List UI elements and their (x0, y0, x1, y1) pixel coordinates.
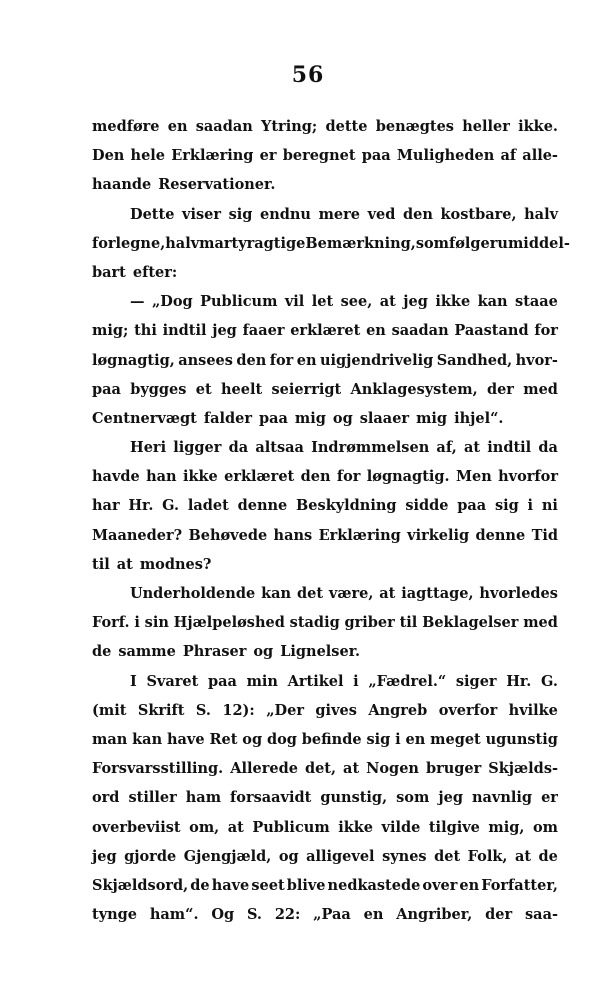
text-line: Maaneder? Behøvede hans Erklæring virkelig denne Tid (92, 526, 558, 544)
text-line: Den hele Erklæring er beregnet paa Muligheden af alle- (92, 147, 558, 165)
text-line: Skjældsord, de have seet blive nedkastede over en Forfatter, (92, 876, 558, 894)
text-line: tynge ham“. Og S. 22: „Paa en Angriber, der saa- (92, 906, 558, 924)
body-text (92, 112, 570, 929)
page-number: 56 (291, 62, 325, 88)
text-line: til at modnes? (92, 555, 212, 573)
text-line: Forf. i sin Hjælpeløshed stadig griber til Beklagelser med (92, 614, 558, 632)
text-line: paa bygges et heelt seierrigt Anklagesystem, der med (92, 380, 558, 398)
text-line: mig; thi indtil jeg faaer erklæret en saadan Paastand for (92, 322, 558, 340)
text-line: man kan have Ret og dog befinde sig i en meget ugunstig (92, 730, 558, 748)
text-line: de samme Phraser og Lignelser. (92, 643, 361, 661)
text-line: (mit Skrift S. 12): „Der gives Angreb overfor hvilke (92, 701, 558, 719)
text-line: medføre en saadan Ytring; dette benægtes heller ikke. (92, 118, 558, 135)
text-line: bart efter: (92, 263, 178, 281)
text-line: Heri ligger da altsaa Indrømmelsen af, at indtil da (130, 439, 558, 457)
text-line: jeg gjorde Gjengjæld, og alligevel synes det Folk, at de (92, 847, 558, 865)
text-line: har Hr. G. ladet denne Beskyldning sidde paa sig i ni (92, 497, 558, 515)
text-line: Forsvarsstilling. Allerede det, at Nogen bruger Skjælds- (92, 760, 558, 778)
text-line: haande Reservationer. (92, 176, 276, 194)
text-line: overbeviist om, at Publicum ikke vilde tilgive mig, om (92, 818, 558, 836)
text-line: ord stiller ham forsaavidt gunstig, som jeg navnlig er (92, 789, 558, 807)
text-line: I Svaret paa min Artikel i „Fædrel.“ siger Hr. G. (130, 672, 558, 690)
text-line: Underholdende kan det være, at iagttage, hvorledes (130, 585, 558, 602)
text-line: havde han ikke erklæret den for løgnagtig. Men hvorfor (92, 468, 558, 486)
text-line: Centnervægt falder paa mig og slaaer mig ihjel“. (92, 409, 504, 427)
text-line: løgnagtig, ansees den for en uigjendrivelig Sandhed, hvor- (92, 351, 558, 369)
text-line: Dette viser sig endnu mere ved den kostbare, halv (130, 205, 558, 223)
text-line: — „Dog Publicum vil let see, at jeg ikke kan staae (130, 293, 558, 311)
text-line: forlegne, halv martyragtige Bemærkning, som følger umiddel- (92, 234, 570, 252)
